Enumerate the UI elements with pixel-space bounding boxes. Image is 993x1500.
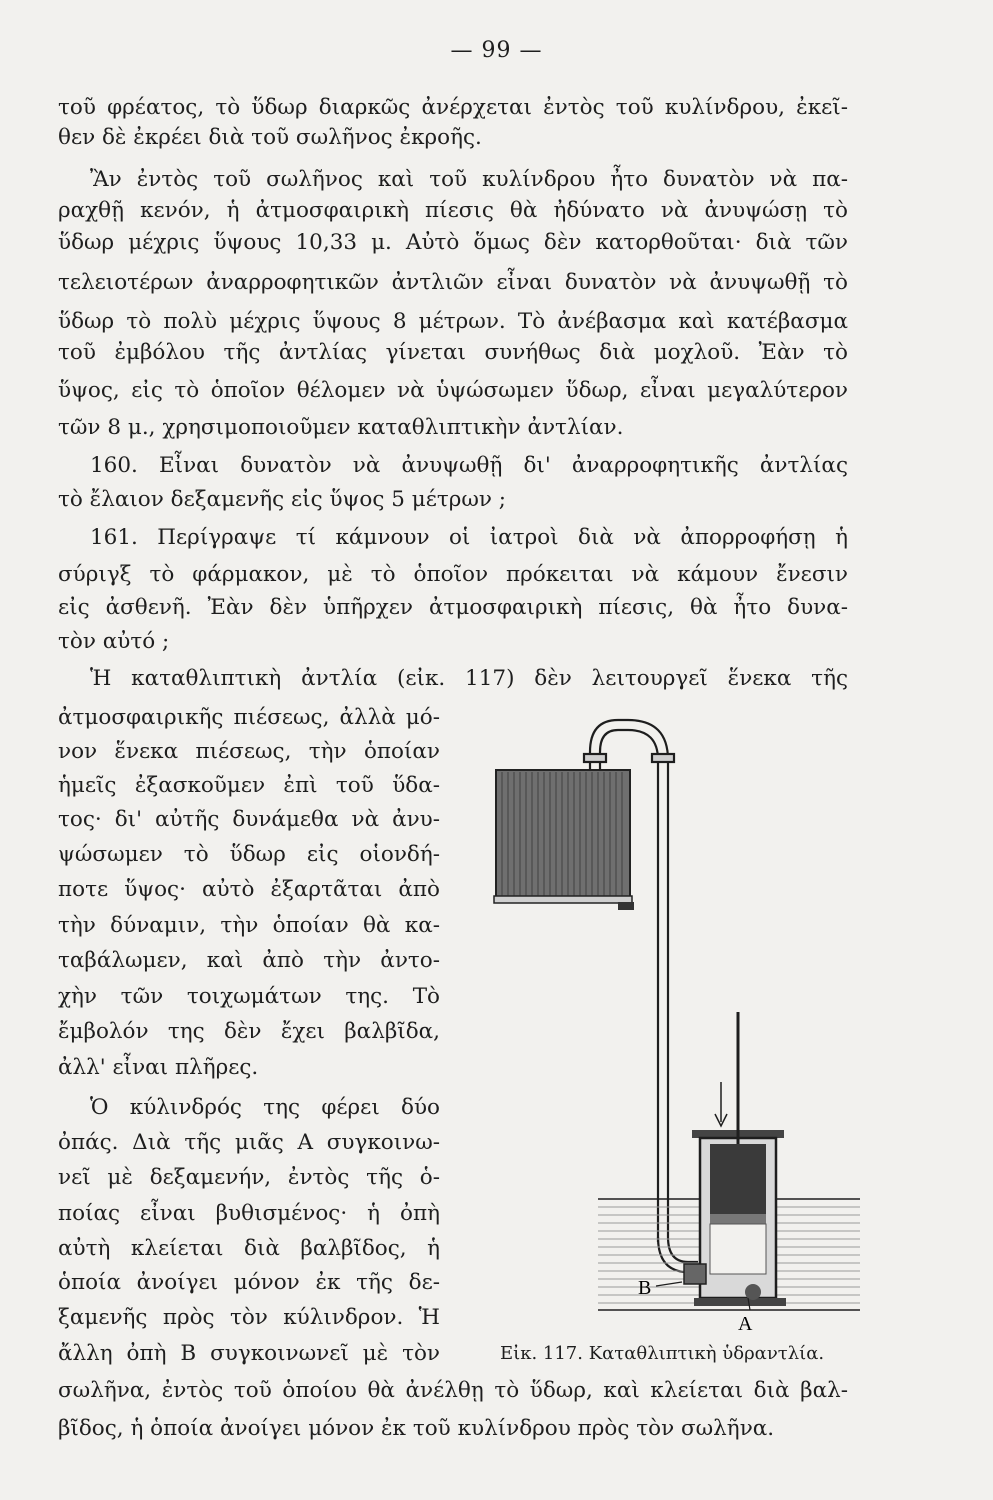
text-line: χὴν τῶν τοιχωμάτων της. Τὸ <box>58 984 440 1009</box>
text-line: Ἡ καταθλιπτικὴ ἀντλία (εἰκ. 117) δὲν λειτουργεῖ ἕνεκα τῆς <box>90 666 848 691</box>
text-line: ὁποία ἀνοίγει μόνον ἐκ τῆς δε- <box>58 1270 440 1295</box>
text-line: βῖδος, ἡ ὁποία ἀνοίγει μόνον ἐκ τοῦ κυλίνδρου πρὸς τὸν σωλῆνα. <box>58 1416 775 1441</box>
text-line: θεν δὲ ἐκρέει διὰ τοῦ σωλῆνος ἐκροῆς. <box>58 125 482 150</box>
exercise-160: 160. Εἶναι δυνατὸν νὰ ἀνυψωθῇ δι' ἀναρροφητικῆς ἀντλίας <box>90 453 848 478</box>
text-line: σωλῆνα, ἐντὸς τοῦ ὁποίου θὰ ἀνέλθῃ τὸ ὕδωρ, καὶ κλείεται διὰ βαλ- <box>58 1378 848 1403</box>
page-number: — 99 — <box>450 38 543 63</box>
text-line: τος· δι' αὐτῆς δυνάμεθα νὰ ἀνυ- <box>58 807 440 832</box>
force-pump-illustration <box>488 712 860 1352</box>
text-line: ξαμενῆς πρὸς τὸν κύλινδρον. Ἡ <box>58 1305 440 1330</box>
text-line: νον ἕνεκα πιέσεως, τὴν ὁποίαν <box>58 739 440 764</box>
text-line: εἰς ἀσθενῆ. Ἐὰν δὲν ὑπῆρχεν ἀτμοσφαιρικὴ πίεσις, θὰ ἦτο δυνα- <box>58 595 848 620</box>
text-line: τελειοτέρων ἀναρροφητικῶν ἀντλιῶν εἶναι δυνατὸν νὰ ἀνυψωθῇ τὸ <box>58 270 848 295</box>
text-line: Ἂν ἐντὸς τοῦ σωλῆνος καὶ τοῦ κυλίνδρου ἦτο δυνατὸν νὰ πα- <box>90 167 848 192</box>
text-line: ἡμεῖς ἐξασκοῦμεν ἐπὶ τοῦ ὕδα- <box>58 773 440 798</box>
text-line: ποτε ὕψος· αὐτὸ ἐξαρτᾶται ἀπὸ <box>58 877 440 902</box>
text-line: τοῦ φρέατος, τὸ ὕδωρ διαρκῶς ἀνέρχεται ἐντὸς τοῦ κυλίνδρου, ἐκεῖ- <box>58 95 848 120</box>
exercise-161: 161. Περίγραψε τί κάμνουν οἱ ἰατροὶ διὰ νὰ ἀπορροφήσῃ ἡ <box>90 525 848 550</box>
text-line: ἄλλη ὀπὴ Β συγκοινωνεῖ μὲ τὸν <box>58 1341 440 1366</box>
text-line: ἀτμοσφαιρικῆς πιέσεως, ἀλλὰ μό- <box>58 705 440 730</box>
pump-cylinder <box>684 1130 786 1306</box>
text-line: ὕψος, εἰς τὸ ὁποῖον θέλομεν νὰ ὑψώσωμεν ὕδωρ, εἶναι μεγαλύτερον <box>58 378 848 403</box>
piston-rod <box>715 1012 738 1144</box>
text-line: ὕδωρ μέχρις ὕψους 10,33 μ. Αὐτὸ ὅμως δὲν κατορθοῦται· διὰ τῶν <box>58 230 848 255</box>
text-line: ψώσωμεν τὸ ὕδωρ εἰς οἱονδή- <box>58 842 440 867</box>
text-line: τὸ ἔλαιον δεξαμενῆς εἰς ὕψος 5 μέτρων ; <box>58 487 507 512</box>
text-line: Ὁ κύλινδρός της φέρει δύο <box>90 1095 440 1120</box>
text-line: νεῖ μὲ δεξαμενήν, ἐντὸς τῆς ὁ- <box>58 1165 440 1190</box>
text-line: ἀλλ' εἶναι πλῆρες. <box>58 1055 259 1080</box>
label-b: B <box>638 1277 652 1299</box>
text-line: αὐτὴ κλείεται διὰ βαλβῖδος, ἡ <box>58 1236 440 1261</box>
figure-caption: Εἰκ. 117. Καταθλιπτικὴ ὑδραντλία. <box>500 1343 825 1364</box>
text-line: ταβάλωμεν, καὶ ἀπὸ τὴν ἀντο- <box>58 948 440 973</box>
storage-tank <box>494 770 634 910</box>
text-line: τὸν αὐτό ; <box>58 629 170 654</box>
text-line: ὀπάς. Διὰ τῆς μιᾶς Α συγκοινω- <box>58 1130 440 1155</box>
text-line: τῶν 8 μ., χρησιμοποιοῦμεν καταθλιπτικὴν ἀντλίαν. <box>58 415 624 440</box>
text-line: σύριγξ τὸ φάρμακον, μὲ τὸ ὁποῖον πρόκειται νὰ κάμουν ἔνεσιν <box>58 562 848 587</box>
text-line: τὴν δύναμιν, τὴν ὁποίαν θὰ κα- <box>58 913 440 938</box>
text-line: τοῦ ἐμβόλου τῆς ἀντλίας γίνεται συνήθως διὰ μοχλοῦ. Ἐὰν τὸ <box>58 340 848 365</box>
text-line: ὕδωρ τὸ πολὺ μέχρις ὕψους 8 μέτρων. Τὸ ἀνέβασμα καὶ κατέβασμα <box>58 309 848 334</box>
text-line: ἔμβολόν της δὲν ἔχει βαλβῖδα, <box>58 1019 440 1044</box>
text-line: ποίας εἶναι βυθισμένος· ἡ ὀπὴ <box>58 1201 440 1226</box>
label-a: A <box>738 1313 753 1335</box>
text-line: ραχθῇ κενόν, ἡ ἀτμοσφαιρικὴ πίεσις θὰ ἠδύνατο νὰ ἀνυψώσῃ τὸ <box>58 198 848 223</box>
